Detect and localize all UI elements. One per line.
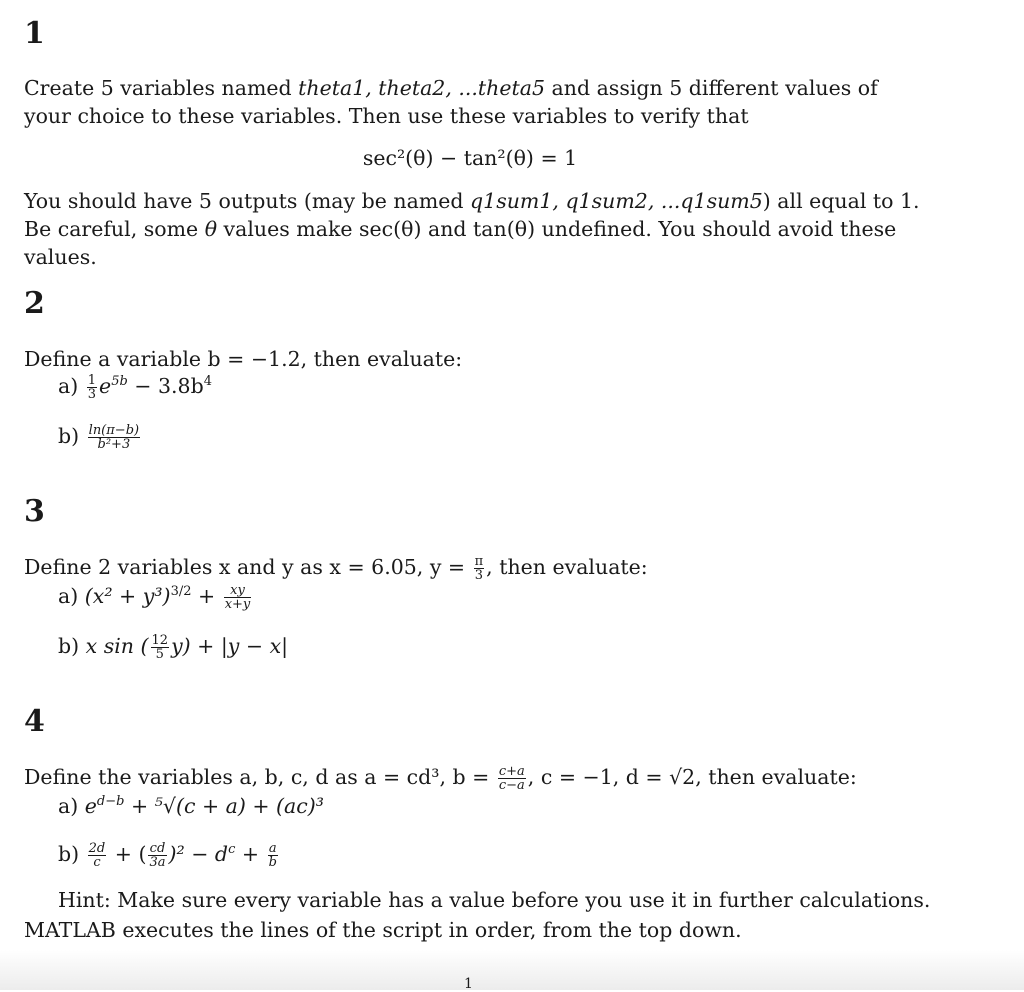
- expression-mid: )² − d: [168, 842, 229, 866]
- numerator: xy: [224, 584, 252, 598]
- fraction: [148, 842, 166, 869]
- section-2-part-a: [58, 374, 212, 401]
- section-4-number: 4: [24, 704, 45, 739]
- section-2-number: 2: [24, 286, 45, 321]
- section-2-define: Define a variable b = −1.2, then evaluate:: [24, 347, 463, 371]
- page-number: 1: [464, 976, 473, 992]
- numerator: 1: [87, 373, 97, 388]
- plus: + (: [108, 842, 147, 866]
- hint-line-2: MATLAB executes the lines of the script in order, from the top down.: [24, 918, 742, 942]
- q1sum-vars: q1sum1, q1sum2, ...q1sum5: [470, 189, 763, 213]
- plus: +: [191, 584, 222, 608]
- exponent: c: [228, 842, 236, 858]
- denominator: 3: [474, 568, 484, 583]
- part-label: b): [58, 634, 80, 658]
- exponent: 5b: [111, 374, 128, 390]
- numerator: a: [268, 841, 277, 856]
- section-4-define: [24, 763, 924, 792]
- exponent: d−b: [96, 794, 125, 810]
- expression-rest: + ⁵√(c + a) + (ac)³: [124, 794, 324, 818]
- section-2-part-b: [58, 424, 142, 451]
- section-3-part-a: [58, 584, 253, 611]
- numerator: ln(π−b): [88, 423, 140, 438]
- exponent: 3/2: [170, 584, 192, 600]
- fraction: [151, 634, 170, 661]
- part-label: b): [58, 424, 80, 448]
- numerator: 2d: [88, 841, 106, 856]
- define-text-a: Define 2 variables x and y as x = 6.05, y =: [24, 555, 472, 579]
- tail: − 3.8b: [127, 374, 204, 398]
- numerator: π: [474, 554, 484, 569]
- part-label: b): [58, 842, 80, 866]
- fraction: [268, 842, 278, 869]
- tail-exponent: 4: [203, 374, 212, 390]
- fraction: [498, 765, 526, 792]
- section-3-define: [24, 553, 924, 582]
- fraction: [88, 842, 107, 869]
- denominator: b: [268, 855, 277, 870]
- denominator: 5: [155, 647, 164, 662]
- section-1-outputs: [24, 187, 924, 271]
- theta-vars: theta1, theta2, ...theta5: [298, 76, 545, 100]
- fraction: [87, 374, 97, 401]
- expression-post: y) + |y − x|: [171, 634, 289, 658]
- denominator: c−a: [498, 778, 525, 793]
- expression: (x² + y³): [84, 584, 171, 608]
- fraction: [474, 555, 485, 582]
- part-label: a): [58, 794, 79, 818]
- page-bottom-shade: [0, 950, 1024, 990]
- identity-equation: sec²(θ) − tan²(θ) = 1: [362, 146, 578, 170]
- define-text-b: , c = −1, d = √2, then evaluate:: [527, 765, 857, 789]
- section-3-part-b: [58, 634, 288, 661]
- intro-text-b: and assign 5 different values of your choice to these variables. Then use these variables to verify that: [24, 76, 878, 128]
- hint-line-1: Hint: Make sure every variable has a value before you use it in further calculations.: [58, 888, 931, 912]
- theta-symbol: θ: [204, 217, 218, 241]
- numerator: c+a: [498, 764, 525, 779]
- define-text-a: Define the variables a, b, c, d as a = cd³, b =: [24, 765, 496, 789]
- denominator: 3: [87, 387, 97, 402]
- section-1-intro: [24, 74, 924, 130]
- denominator: b²+3: [97, 437, 131, 452]
- section-3-number: 3: [24, 494, 45, 529]
- section-4-part-b: [58, 842, 280, 869]
- plus: +: [235, 842, 266, 866]
- outputs-text-c: values make sec(θ) and tan(θ) undefined. You should avoid these values.: [24, 217, 897, 269]
- fraction: [88, 424, 140, 451]
- part-label: a): [58, 584, 79, 608]
- base: e: [84, 794, 97, 818]
- numerator: 12: [151, 633, 169, 648]
- fraction: [224, 584, 252, 611]
- numerator: cd: [149, 841, 166, 856]
- section-1-number: 1: [24, 16, 45, 51]
- outputs-text-b: ) all equal to 1. Be careful, some: [24, 189, 920, 241]
- denominator: c: [93, 855, 101, 870]
- outputs-text-a: You should have 5 outputs (may be named: [24, 189, 471, 213]
- intro-text-a: Create 5 variables named: [24, 76, 299, 100]
- denominator: 3a: [149, 855, 166, 870]
- part-label: a): [58, 374, 79, 398]
- define-text-b: , then evaluate:: [486, 555, 648, 579]
- denominator: x+y: [224, 597, 251, 612]
- section-4-part-a: [58, 794, 324, 818]
- base: e: [99, 374, 112, 398]
- expression-pre: x sin (: [85, 634, 149, 658]
